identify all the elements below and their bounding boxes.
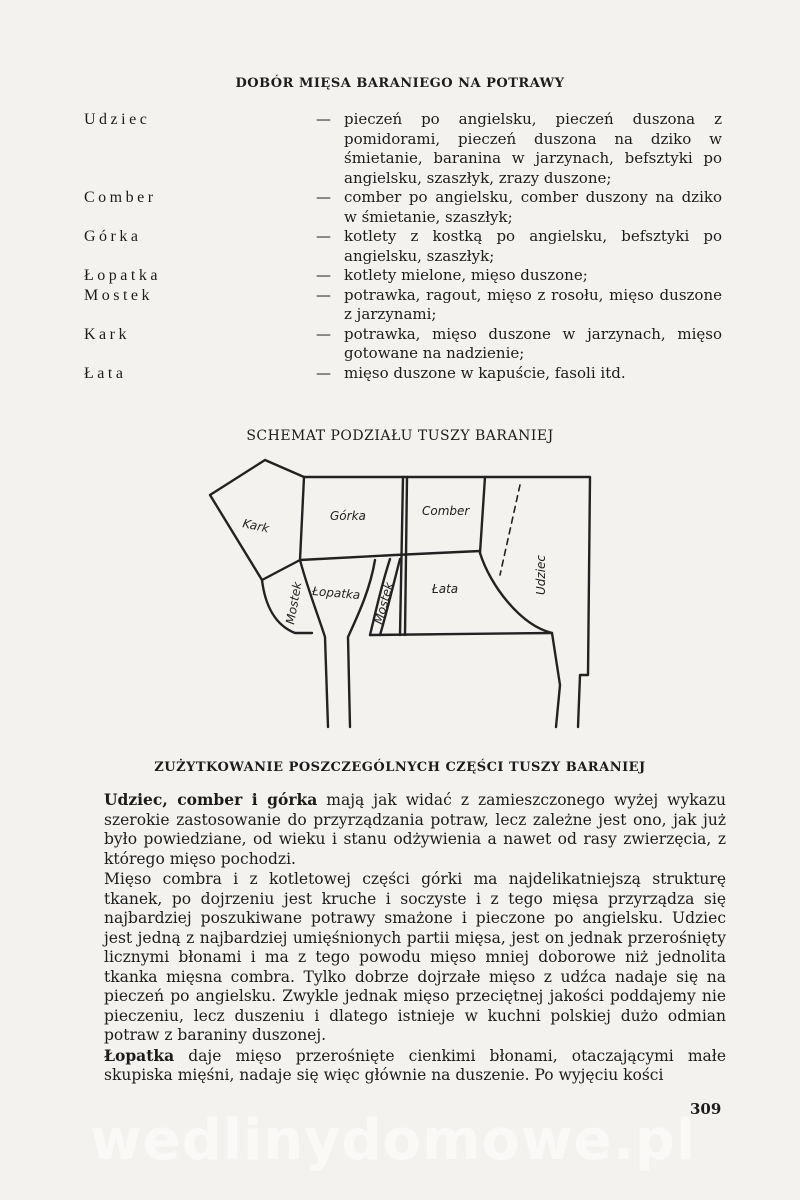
label-kark: Kark — [241, 516, 271, 536]
cut-dash: — — [316, 285, 331, 304]
cut-row — [84, 266, 724, 286]
paragraph — [104, 790, 726, 869]
cut-name: Comber — [84, 189, 157, 206]
paragraph-text: daje mięso przerośnięte cienkimi błonami, otaczającymi małe skupiska mięśni, nadaje się więc głównie na duszenie. Po wyjęciu kości — [104, 1046, 726, 1084]
cut-row — [84, 110, 724, 188]
cut-dash: — — [316, 110, 331, 128]
paragraph — [104, 869, 726, 1046]
label-comber: Comber — [422, 504, 470, 518]
label-lopatka: Łopatka — [311, 584, 361, 603]
paragraph-text: Mięso combra i z kotletowej części górki ma najdelikatniejszą strukturę tkanek, po dojrzeniu jest kruche i soczyste i z tego mięsa przyrządza się najbardziej poszukiwane potrawy smażone i pieczone po angielsku. Udziec jest jedną z najbardziej umięśnionych partii mięsa, jest on jednak przerośnięty licznymi błonami i ma z tego powodu mięso mniej doborowe niż jednolita tkanka mięsna combra. Tylko dobrze dojrzałe mięso z udźca nadaje się na pieczeń po angielsku. Zwykle jednak mięso przeciętnej jakości poddajemy nie pieczeniu, lecz duszeniu i dlatego istnieje w kuchni polskiej dużo odmian potraw z baraniny duszonej. — [104, 870, 726, 1044]
cut-dash: — — [316, 363, 331, 382]
usage-heading: ZUŻYTKOWANIE POSZCZEGÓLNYCH CZĘŚCI TUSZY BARANIEJ — [154, 760, 646, 775]
cut-uses: kotlety z kostką po angielsku, befsztyki po angielsku, szaszłyk; — [344, 227, 722, 265]
cut-dash: — — [316, 324, 331, 343]
cut-uses: potrawka, ragout, mięso z rosołu, mięso duszone z jarzynami; — [344, 285, 722, 323]
cut-uses: pieczeń po angielsku, pieczeń duszona z pomidorami, pieczeń duszona na dziko w śmietanie, baranina w jarzynach, befsztyki po angielsku, szaszłyk, zrazy duszone; — [344, 110, 722, 187]
label-gorka: Górka — [330, 509, 366, 523]
cut-row — [84, 286, 724, 325]
body-text — [104, 790, 726, 1086]
paragraph-text: mają jak widać z zamieszczonego wyżej wykazu szerokie zastosowanie do przyrządzania potraw, lecz zależne jest ono, jak już było powiedziane, od wieku i stanu odżywienia a nawet od rasy zwierzęcia, z którego mięso pochodzi. — [104, 791, 726, 868]
cut-name: Kark — [84, 325, 130, 343]
paragraph-lead: Udziec, comber i górka — [104, 790, 318, 809]
diagram-title: SCHEMAT PODZIAŁU TUSZY BARANIEJ — [246, 428, 554, 444]
cut-uses: kotlety mielone, mięso duszone; — [344, 266, 588, 284]
label-mostek-front: Mostek — [283, 580, 305, 626]
paragraph-lead: Łopatka — [104, 1045, 175, 1065]
label-udziec: Udziec — [534, 554, 548, 595]
cut-dash: — — [316, 227, 331, 245]
cut-name: Górka — [84, 228, 142, 245]
cut-row — [84, 227, 724, 266]
selection-heading: DOBÓR MIĘSA BARANIEGO NA POTRAWY — [235, 76, 565, 91]
cut-name: Udziec — [84, 111, 151, 128]
paragraph — [104, 1046, 726, 1086]
cut-name: Mostek — [84, 286, 153, 304]
page-number: 309 — [690, 1100, 722, 1118]
label-mostek-back: Mostek — [371, 580, 397, 626]
cut-uses: comber po angielsku, comber duszony na dziko w śmietanie, szaszłyk; — [344, 188, 722, 226]
cut-row — [84, 364, 724, 384]
cut-name: Łopatka — [84, 267, 161, 284]
carcass-diagram — [200, 455, 600, 740]
cut-uses: potrawka, mięso duszone w jarzynach, mięso gotowane na nadzienie; — [344, 324, 722, 362]
cut-dash: — — [316, 188, 331, 206]
cut-uses: mięso duszone w kapuście, fasoli itd. — [344, 363, 626, 382]
cut-row — [84, 325, 724, 364]
cuts-list — [84, 110, 724, 383]
cut-dash: — — [316, 266, 331, 284]
cut-name: Łata — [84, 364, 127, 382]
cut-row — [84, 188, 724, 227]
watermark: wedlinydomowe.pl — [90, 1108, 697, 1173]
label-lata: Łata — [432, 582, 459, 596]
